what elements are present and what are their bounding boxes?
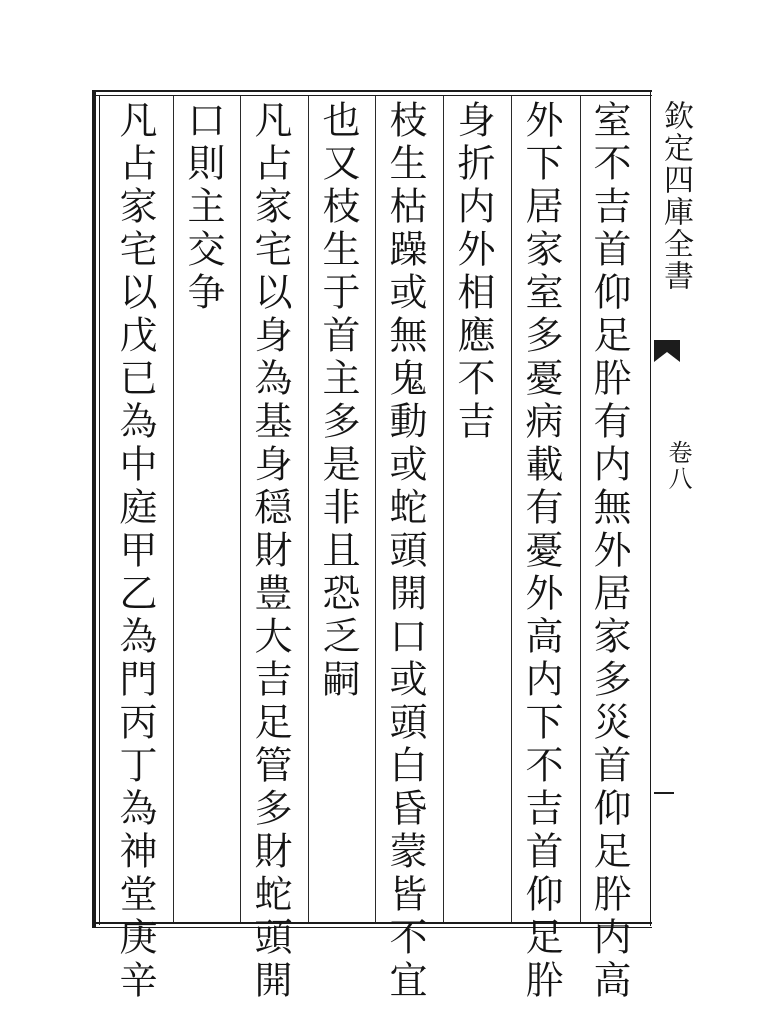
text-column-4: 枝生枯躁或無鬼動或蛇頭開口或頭白昏蒙皆不宜 [383, 100, 427, 1003]
frame-top-inner-border [92, 95, 652, 96]
text-column-6: 凡占家宅以身為基身穏財豊大吉足管多財蛇頭開 [248, 100, 292, 1003]
book-title: 欽定四庫全書 [658, 100, 693, 292]
volume-label: 卷八 [664, 440, 692, 492]
column-separator [173, 96, 174, 922]
fish-tail-mark-icon [654, 340, 680, 362]
text-column-7: 口則主交争 [181, 100, 225, 315]
frame-bottom-inner-border [92, 927, 652, 928]
frame-bottom-border [92, 922, 652, 924]
column-separator [443, 96, 444, 922]
text-column-8: 凡占家宅以戊已為中庭甲乙為門丙丁為神堂庚辛 [113, 100, 157, 1003]
column-separator [580, 96, 581, 922]
column-separator [240, 96, 241, 922]
text-column-1: 室不吉首仰足肸有内無外居家多災首仰足肸内高 [587, 100, 631, 1003]
frame-left-inner-border [99, 95, 100, 925]
frame-top-border [92, 90, 652, 92]
column-separator [375, 96, 376, 922]
column-separator [308, 96, 309, 922]
margin-rule [654, 792, 674, 794]
text-column-5: 也又枝生于首主多是非且恐乏嗣 [316, 100, 360, 702]
frame-left-border [92, 90, 96, 928]
text-column-2: 外下居家室多憂病載有憂外高内下不吉首仰足肸 [519, 100, 563, 1003]
book-margin-border [650, 92, 651, 926]
column-separator [511, 96, 512, 922]
text-column-3: 身折内外相應不吉 [451, 100, 495, 444]
